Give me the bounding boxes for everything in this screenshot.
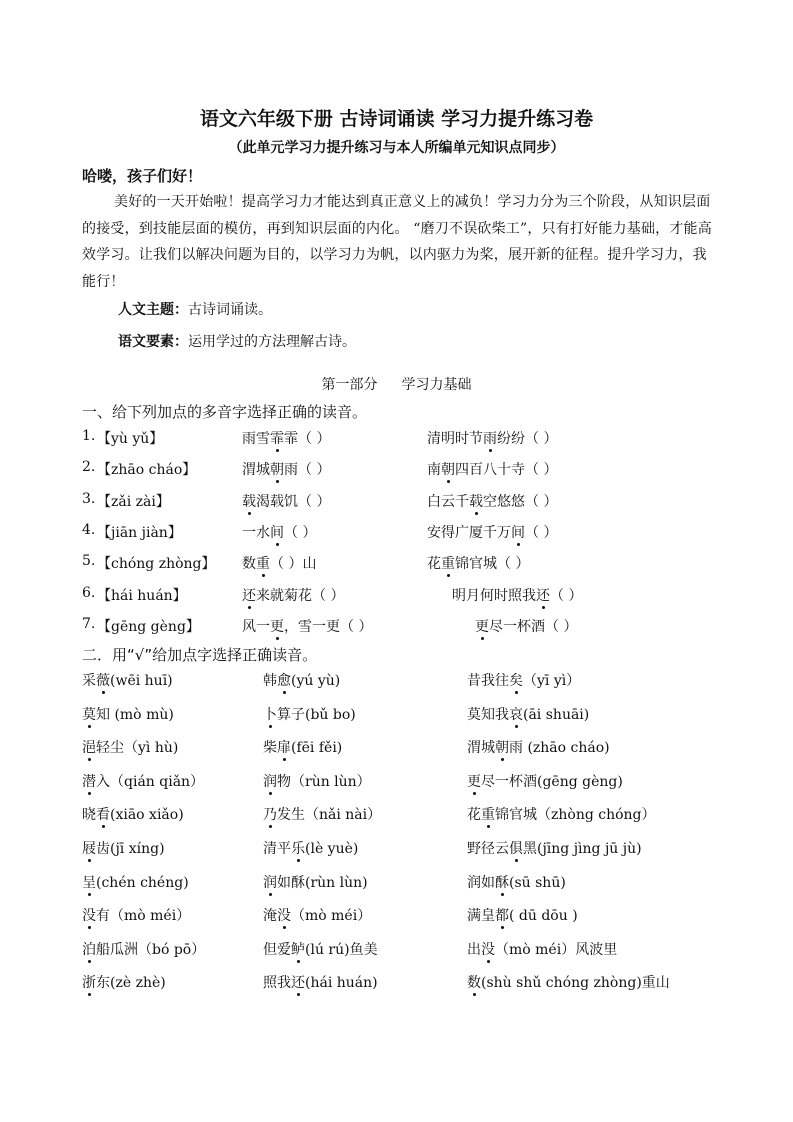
item-number: 1. xyxy=(82,428,96,444)
phrase-b xyxy=(427,459,557,479)
choice xyxy=(263,875,368,891)
choice-cell xyxy=(467,972,670,992)
section1-row xyxy=(0,553,793,577)
phrase-b-text: 纷纷（ ） xyxy=(497,431,558,447)
element-value: 运用学过的方法理解古诗。 xyxy=(188,334,356,350)
choice-text: 满皇 xyxy=(467,908,495,925)
choice-text: 雨 (zhāo cháo) xyxy=(509,740,610,757)
choice-dotted-char: 潜 xyxy=(82,771,96,791)
choice-text: 如酥(rùn lùn) xyxy=(277,874,368,891)
phrase-a-text: 一水 xyxy=(242,524,270,541)
choice xyxy=(467,975,670,991)
choice xyxy=(82,875,189,891)
choice-dotted-char: 润 xyxy=(263,872,277,892)
section1-row xyxy=(0,616,793,640)
pinyin-options: 【gēng gèng】 xyxy=(97,618,200,635)
phrase-b-text: 四百八十寺（ ） xyxy=(455,462,558,479)
phrase-a-text: 霏（ ） xyxy=(284,431,331,447)
pinyin-options: 【chóng zhòng】 xyxy=(97,556,216,573)
greeting: 哈喽，孩子们好！ xyxy=(82,167,203,185)
choice-dotted-char: 看 xyxy=(96,804,110,824)
part-heading xyxy=(0,374,793,394)
phrase-a xyxy=(242,553,316,573)
choice-text: (shù shǔ chóng zhòng)重山 xyxy=(481,975,670,992)
item-number: 3. xyxy=(82,490,96,507)
choice-cell xyxy=(82,939,205,959)
pinyin-options: 【jiān jiàn】 xyxy=(97,524,182,541)
choice-text: 出 xyxy=(467,941,481,958)
choice-cell xyxy=(467,838,642,858)
phrase-b-text: 锦官城（ ） xyxy=(455,556,530,573)
choice-text: 但爱 xyxy=(263,941,291,958)
choice-text: (yú yù) xyxy=(291,673,341,689)
choice xyxy=(263,707,356,723)
phrase-a xyxy=(242,494,330,510)
choice-text: 照我 xyxy=(263,975,291,992)
phrase-a-dotted-char: 霏 xyxy=(270,428,284,448)
item-number: 4. xyxy=(82,521,96,538)
phrase-b xyxy=(427,553,529,573)
choice-text: 晓 xyxy=(82,807,96,824)
choice-dotted-char: 扉 xyxy=(277,737,291,757)
choice-cell xyxy=(467,670,580,690)
choice xyxy=(467,740,610,756)
choice-text: 渭城 xyxy=(467,740,495,757)
phrase-b-dotted-char: 更 xyxy=(475,616,489,636)
choice-cell xyxy=(82,872,189,892)
choice-dotted-char: 润 xyxy=(263,771,277,791)
phrase-a-dotted-char: 重 xyxy=(256,553,270,573)
phrase-b xyxy=(427,556,529,572)
choice-dotted-char: 乃 xyxy=(263,804,277,824)
choice xyxy=(82,908,190,924)
phrase-a-dotted-char: 还 xyxy=(242,585,256,605)
choice-text: 东(zè zhè) xyxy=(96,975,166,992)
section1-row xyxy=(0,428,793,452)
choice xyxy=(467,807,656,823)
phrase-b-dotted-char: 载 xyxy=(469,491,483,511)
choice xyxy=(263,975,378,991)
phrase-a-text: ，雪一更（ ） xyxy=(284,618,373,635)
phrase-a xyxy=(242,616,372,636)
choice-text: 尽一杯酒(gēng gèng) xyxy=(481,773,623,790)
choice-dotted-char: 还 xyxy=(291,972,305,992)
choice-dotted-char: 愈 xyxy=(277,670,291,690)
choice-text: 花 xyxy=(467,807,481,824)
section1-row xyxy=(0,522,793,546)
choice-text: 润如 xyxy=(467,874,495,891)
choice xyxy=(467,707,589,723)
phrase-a xyxy=(242,588,344,604)
choice-cell xyxy=(263,905,371,925)
choice-dotted-char: 哀 xyxy=(509,704,523,724)
phrase-b-text: 空悠悠（ ） xyxy=(483,493,558,510)
phrase-b xyxy=(427,431,557,447)
choice-text: (wēi huī) xyxy=(110,673,173,689)
phrase-b xyxy=(475,616,577,636)
choice-text: （mò méi）风波里 xyxy=(495,941,618,958)
choice-dotted-char: 重 xyxy=(481,804,495,824)
choice-dotted-char: 都 xyxy=(495,905,509,925)
phrase-a-text: 数 xyxy=(242,556,256,573)
pinyin-options: 【hái huán】 xyxy=(97,587,187,604)
phrase-b xyxy=(427,428,557,448)
choice xyxy=(82,942,205,958)
phrase-a-dotted-char: 更 xyxy=(270,616,284,636)
phrase-b xyxy=(427,494,557,510)
choice-text: 清平 xyxy=(263,841,291,857)
phrase-a xyxy=(242,619,372,635)
choice-text: 入（qián qiǎn） xyxy=(96,773,205,790)
choice-text: (chén chéng) xyxy=(96,874,189,891)
phrase-a-dotted-char: 间 xyxy=(270,522,284,542)
phrase-b xyxy=(475,619,577,635)
choice-text: (xiāo xiǎo) xyxy=(110,807,184,824)
phrase-a xyxy=(242,525,316,541)
choice-cell xyxy=(263,838,358,858)
pinyin-options: 【zǎi zài】 xyxy=(97,493,170,510)
choice-dotted-char: 呈 xyxy=(82,872,96,892)
phrase-a xyxy=(242,462,330,478)
choice xyxy=(82,707,174,723)
phrase-a-text: 雨雪 xyxy=(242,431,270,447)
phrase-b-dotted-char: 间 xyxy=(511,522,525,542)
choice-text: (fēi fěi) xyxy=(291,740,343,757)
choice xyxy=(82,975,166,991)
choice-dotted-char: 没 xyxy=(82,905,96,925)
phrase-a-dotted-char: 载 xyxy=(242,491,256,511)
part-label: 第一部分 xyxy=(321,377,378,393)
intro-paragraph: 美好的一天开始啦！提高学习力才能达到真正意义上的减负！学习力分为三个阶段，从知识层面的接受，到技能层面的模仿，再到知识层面的内化。 “磨刀不误砍柴工”，只有打好能力基础，才能高效学习。让我们以解决问题为目的，以学习力为帆，以内驱力为桨，展开新的征程。提升学习力，我能行！ xyxy=(82,194,712,290)
choice-cell xyxy=(82,905,190,925)
choice-text: （mò méi） xyxy=(291,908,372,925)
choice-text: 物（rùn lùn） xyxy=(277,773,371,790)
page-title: 语文六年级下册 古诗词诵读 学习力提升练习卷 xyxy=(199,108,594,130)
item-number: 2. xyxy=(82,459,96,476)
choice-cell xyxy=(82,670,173,690)
choice-dotted-char: 矣 xyxy=(509,670,523,690)
section1-title: 一、给下列加点的多音字选择正确的读音。 xyxy=(82,403,368,421)
choice-dotted-char: 鲈 xyxy=(291,939,305,959)
choice-text: (sū shū) xyxy=(509,874,566,891)
choice-dotted-char: 莫 xyxy=(82,704,96,724)
choice xyxy=(82,807,184,823)
choice-dotted-char: 没 xyxy=(481,939,495,959)
choice-cell xyxy=(467,737,610,757)
choice-cell xyxy=(263,939,378,959)
choice xyxy=(263,908,371,924)
choice-cell xyxy=(82,838,165,858)
phrase-b-text: （ ） xyxy=(550,587,583,604)
choice-text: 柴 xyxy=(263,740,277,757)
phrase-a-text: 风一 xyxy=(242,618,270,635)
phrase-a xyxy=(242,556,316,572)
phrase-a xyxy=(242,491,330,511)
choice-text: (hái huán) xyxy=(305,975,378,992)
phrase-b-dotted-char: 雨 xyxy=(483,428,497,448)
section1-row xyxy=(0,585,793,609)
choice-text: 轻尘（yì hù) xyxy=(96,740,179,757)
choice xyxy=(263,807,381,823)
choice-cell xyxy=(263,972,378,992)
phrase-b-text: 南 xyxy=(427,462,441,479)
phrase-b-text: 明月何时照我 xyxy=(452,587,536,604)
phrase-a xyxy=(242,428,330,448)
phrase-a-text: 雨（ ） xyxy=(284,462,331,479)
choice-cell xyxy=(467,804,656,824)
choice xyxy=(263,942,378,958)
choice xyxy=(467,841,642,857)
choice-text: 莫知我 xyxy=(467,706,509,723)
choice-dotted-char: 俱 xyxy=(509,838,523,858)
phrase-b-text: 花 xyxy=(427,556,441,573)
choice-cell xyxy=(467,872,566,892)
choice-dotted-char: 泊 xyxy=(82,939,96,959)
choice xyxy=(82,673,173,689)
theme-value: 古诗词诵读。 xyxy=(188,302,272,318)
choice-text: 有（mò méi） xyxy=(96,908,191,925)
choice-dotted-char: 卜 xyxy=(263,704,277,724)
item-number: 5. xyxy=(82,553,96,570)
phrase-a-text: （ ） xyxy=(284,524,317,541)
choice-text: 船瓜洲（bó pō） xyxy=(96,941,206,958)
phrase-a-text: 渴载饥（ ） xyxy=(256,493,331,510)
phrase-b-dotted-char: 重 xyxy=(441,553,455,573)
choice-text: 锦官城（zhòng chóng） xyxy=(495,807,656,824)
choice-dotted-char: 朝 xyxy=(495,737,509,757)
choice-text: 昔我往 xyxy=(467,673,509,689)
choice-text: (lú rú)鱼美 xyxy=(305,941,378,958)
choice-text: 野径云 xyxy=(467,841,509,857)
choice-cell xyxy=(467,704,589,724)
phrase-b xyxy=(452,585,582,605)
choice-text: 采 xyxy=(82,673,96,689)
choice-dotted-char: 数 xyxy=(467,972,481,992)
choice-text: 淹 xyxy=(263,908,277,925)
choice xyxy=(263,841,358,857)
choice-text: 算子(bǔ bo) xyxy=(277,706,356,723)
choice xyxy=(263,740,342,756)
phrase-a xyxy=(242,459,330,479)
phrase-b-text: 白云千 xyxy=(427,493,469,510)
choice-dotted-char: 酥 xyxy=(495,872,509,892)
choice-text: ( dū dōu ) xyxy=(509,908,578,925)
choice-cell xyxy=(467,939,617,959)
phrase-a-text: 来就菊花（ ） xyxy=(256,587,345,604)
choice-cell xyxy=(467,905,578,925)
phrase-a xyxy=(242,585,344,605)
choice-cell xyxy=(263,737,342,757)
phrase-b xyxy=(427,462,557,478)
pinyin-options: 【zhāo cháo】 xyxy=(97,462,197,479)
choice-dotted-char: 更 xyxy=(467,771,481,791)
phrase-b-text: （ ） xyxy=(525,524,558,541)
element-line xyxy=(118,331,356,351)
choice xyxy=(467,875,566,891)
phrase-b-dotted-char: 还 xyxy=(536,585,550,605)
phrase-b-text: 安得广厦千万 xyxy=(427,524,511,541)
choice-dotted-char: 没 xyxy=(277,905,291,925)
section1-row xyxy=(0,459,793,483)
choice-text: 齿(jī xíng) xyxy=(96,841,165,857)
choice-cell xyxy=(263,704,356,724)
choice-dotted-char: 浙 xyxy=(82,972,96,992)
choice xyxy=(82,774,204,790)
choice xyxy=(467,908,578,924)
pinyin-options: 【yù yǔ】 xyxy=(97,431,164,447)
choice-text: (āi shuāi) xyxy=(523,706,590,723)
choice xyxy=(467,942,617,958)
choice-cell xyxy=(263,670,340,690)
phrase-b-dotted-char: 朝 xyxy=(441,459,455,479)
phrase-a xyxy=(242,431,330,447)
choice xyxy=(467,774,623,790)
element-label: 语文要素： xyxy=(118,334,188,350)
choice-cell xyxy=(263,771,371,791)
choice-dotted-char: 乐 xyxy=(291,838,305,858)
phrase-a-dotted-char: 朝 xyxy=(270,459,284,479)
choice-cell xyxy=(263,804,381,824)
choice-dotted-char: 屐 xyxy=(82,838,96,858)
choice-cell xyxy=(82,804,184,824)
theme-label: 人文主题： xyxy=(118,302,188,318)
choice xyxy=(263,673,340,689)
part-name: 学习力基础 xyxy=(401,377,472,393)
item-number: 6. xyxy=(82,584,96,601)
section1-row xyxy=(0,491,793,515)
choice-cell xyxy=(263,872,368,892)
choice-text: 发生（nǎi nài） xyxy=(277,807,382,824)
choice-cell xyxy=(82,972,166,992)
phrase-b-text: 清明时节 xyxy=(427,431,483,447)
phrase-b xyxy=(427,525,557,541)
choice xyxy=(82,841,165,857)
choice xyxy=(467,673,580,689)
choice-text: 韩 xyxy=(263,673,277,689)
choice-text: 黑(jīng jìng jū jù) xyxy=(523,841,642,857)
phrase-a-text: （ ）山 xyxy=(270,556,317,573)
choice-dotted-char: 薇 xyxy=(96,670,110,690)
choice-text: （yī yì） xyxy=(523,673,581,689)
section2-title: 二．用“√”给加点字选择正确读音。 xyxy=(82,646,318,664)
choice-text: 知 (mò mù) xyxy=(96,706,174,723)
phrase-b-text: 尽一杯酒（ ） xyxy=(489,618,578,635)
phrase-a xyxy=(242,522,316,542)
theme-line xyxy=(118,299,272,319)
choice xyxy=(82,740,178,756)
phrase-b xyxy=(427,522,557,542)
choice xyxy=(263,774,371,790)
choice-dotted-char: 浥 xyxy=(82,737,96,757)
choice-cell xyxy=(467,771,623,791)
choice-cell xyxy=(82,704,174,724)
phrase-b xyxy=(452,588,582,604)
phrase-a-text: 渭城 xyxy=(242,462,270,479)
choice-cell xyxy=(82,737,178,757)
choice-text: (lè yuè) xyxy=(305,841,359,857)
page-subtitle: （此单元学习力提升练习与本人所编单元知识点同步） xyxy=(228,140,565,156)
item-number: 7. xyxy=(82,615,96,632)
choice-cell xyxy=(82,771,204,791)
phrase-b xyxy=(427,491,557,511)
